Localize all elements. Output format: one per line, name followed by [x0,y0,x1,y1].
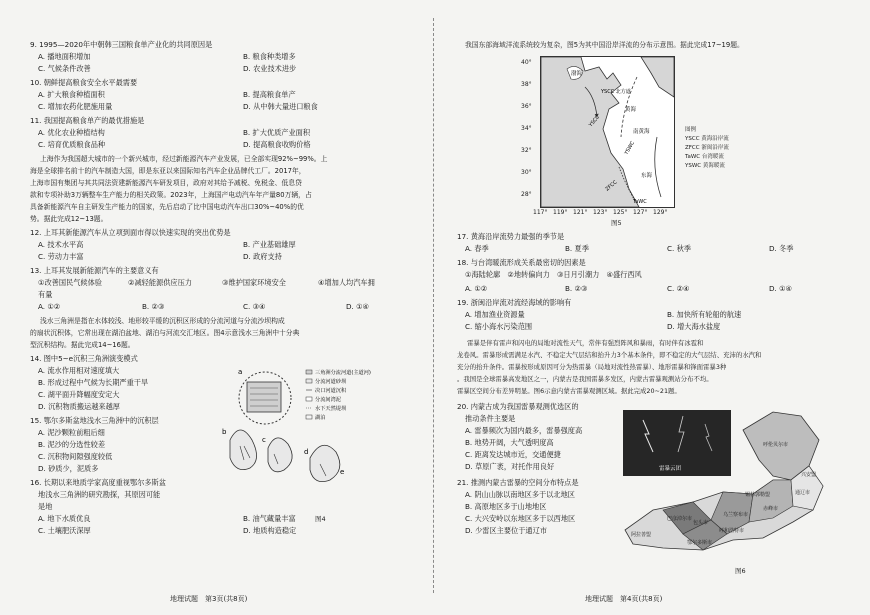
lat-label: 34° [521,125,532,132]
q20-option-a[interactable]: A. 雷暴频次为国内最多，雷暴强度高 [465,426,583,435]
figure-5-legend [685,126,729,171]
q11-option-b[interactable]: B. 扩大优质产业面积 [243,128,311,137]
map-place-label: 黄海 [625,107,637,113]
q17-option-d[interactable]: D. 冬季 [769,244,794,253]
lat-label: 40° [521,59,532,66]
q17-option-a[interactable]: A. 春季 [465,244,489,253]
legend-item: YSCC 黄海沿岸流 [685,136,729,142]
q20-option-b[interactable]: B. 地势开阔，大气透明度高 [465,438,554,447]
q14-option-b[interactable]: B. 形成过程中气候为长期严重干旱 [38,378,149,387]
map-region: 兴安盟 [801,472,817,478]
q19-option-a[interactable]: A. 增加渔业资源量 [465,310,525,319]
q16-option-d[interactable]: D. 地质构造稳定 [243,526,297,535]
q13-item-4: ④增加人均汽车拥 [318,278,375,287]
material1-line: 海是全球排名前十的汽车制造大国，即是东亚以来国际知名汽车企业品牌代工厂。2017年， [30,167,306,175]
material2-line: 浅水三角洲是指在水体较浅、地形较平缓的沉积区形成的分流河道与分流沙坝构成 [40,317,285,325]
lon-label: 129° [653,209,668,216]
lon-label: 125° [613,209,628,216]
photo-label: 雷暴云团 [659,466,682,472]
q17-option-c[interactable]: C. 秋季 [667,244,691,253]
lon-label: 127° [633,209,648,216]
figure-5-caption: 图5 [611,219,622,227]
q17-19-intro: 我国东部海域洋流系统较为复杂，图5为其中国沿岸洋流的分布示意图。据此完成17~19题。 [465,41,744,49]
material2-line: 的扇状沉积体，它常出现在湖泊盆地、湖泊与河流交汇地区。图4示意浅水三角洲中十分典 [30,329,300,337]
q20-option-d[interactable]: D. 草原广袤，对托作用良好 [465,462,555,471]
figure-4-legend: 湖泊 [315,415,326,421]
lon-label: 123° [593,209,608,216]
map-region: 呼和浩特市 [719,528,745,534]
q12-stem: 12. 上耳其新能源汽车从立项到面市得以快速实现的突出优势是 [30,228,231,237]
q12-option-d[interactable]: D. 政府支持 [243,252,282,261]
q9-stem: 9. 1995—2020年中朝韩三国粮食单产业化的共同原因是 [30,40,213,49]
q16-stem: 16. 长期以来地质学家高度重视鄂尔多斯盆 [30,478,166,487]
map-current-label: YSCC [587,114,602,129]
q15-option-a[interactable]: A. 泥沙颗粒前粗后细 [38,428,105,437]
page-4 [435,0,870,615]
q16-option-a[interactable]: A. 地下水质优良 [38,514,91,523]
lat-label: 30° [521,169,532,176]
material1-line: 势。据此完成12~13题。 [30,215,108,223]
q9-option-a[interactable]: A. 播地面积增加 [38,52,91,61]
q19-option-c[interactable]: C. 缩小海水污染范围 [465,322,533,331]
lat-label: 32° [521,147,532,154]
lon-label: 121° [573,209,588,216]
page-3-footer: 地理试题 第3页(共8页) [170,595,248,603]
lat-label: 28° [521,191,532,198]
map-region: 赤峰市 [763,506,779,512]
q14-stem: 14. 图中5~e沉积三角洲演变模式 [30,354,138,363]
material3-line: 雷暴是伴有雷声和闪电的局地对流性天气，常伴有强烈阵风和暴雨，有时伴有冰雹和 [467,339,704,347]
material3-line: 雷暴区空间分布差异明显。图6示意内蒙古雷暴观测区域。据此完成20~21题。 [457,387,681,395]
figure-4-diagram [210,360,420,510]
figure-4-legend: 决口河道沉积 [315,388,347,394]
material3-line: 龙卷风。雷暴形成需满足水汽、不稳定大气层结和抬升力3个基本条件，即不稳定的大气层结、充沛的水汽和 [457,351,762,359]
figure-4-legend: 三角洲分流河道(主道河) [315,370,371,376]
lat-label: 36° [521,103,532,110]
legend-item: TaWC 台湾暖流 [685,154,724,160]
q14-option-c[interactable]: C. 湖平面升降幅度安定大 [38,390,120,399]
map-region: 通辽市 [795,490,811,496]
map-place-label: 东海 [641,173,653,179]
q19-stem: 19. 浙闽沿岸流对流经海域的影响有 [457,298,572,307]
legend-item: YSWC 黄海暖流 [685,163,725,169]
q21-option-b[interactable]: B. 高原地区多于山地地区 [465,502,547,511]
figure-4-legend: 水下天然堤坝 [315,406,347,412]
q21-option-d[interactable]: D. 少雷区主要位于通辽市 [465,526,547,535]
q17-option-b[interactable]: B. 夏季 [565,244,589,253]
q13-item-2: ②减轻能源供应压力 [128,278,192,287]
figure-4-label: d [304,448,309,456]
figure-6 [623,410,861,560]
q12-option-c[interactable]: C. 劳动力丰富 [38,252,84,261]
q9-option-c[interactable]: C. 气候条件改善 [38,64,91,73]
lon-label: 119° [553,209,568,216]
q15-option-d[interactable]: D. 砂质少，泥质多 [38,464,99,473]
q16-stem-cont: 地浅水三角洲的研究勘探，其原因可能 [38,490,161,499]
map-region: 包头市 [693,520,709,526]
figure-4-label: b [222,428,227,436]
q19-option-d[interactable]: D. 增大海水盐度 [667,322,721,331]
figure-4-label: e [340,468,345,476]
figure-6-caption: 图6 [735,567,746,575]
q10-option-a[interactable]: A. 扩大粮食种植面积 [38,90,105,99]
q9-option-d[interactable]: D. 农业技术进步 [243,64,297,73]
legend-title: 图例 [685,127,697,133]
q18-option-a[interactable]: A. ①② [465,284,488,293]
q18-items: ①海陆轮廓 ②地转偏向力 ③日月引潮力 ④盛行西风 [465,270,642,279]
material1-line: 款和专项补助3万辆整车生产能力的相关政策。2023年，上海国产电动汽车年产量80万辆，占 [30,191,312,199]
material1-line: 上海作为我国超大城市的一个新兴城市，经过新能源汽车产业发展，已全部实现92%~99%。上 [40,155,328,163]
map-region: 阿拉善盟 [631,532,652,538]
q11-option-d[interactable]: D. 提高粮食收购价格 [243,140,311,149]
map-region: 乌兰察布市 [723,512,749,518]
q15-stem: 15. 鄂尔多斯盆地浅水三角洲中的沉积层 [30,416,159,425]
q18-option-d[interactable]: D. ①④ [769,284,792,293]
q21-option-c[interactable]: C. 大兴安岭以东地区多于以西地区 [465,514,576,523]
q13-option-b[interactable]: B. ②③ [142,302,165,311]
q12-option-b[interactable]: B. 产业基础雄厚 [243,240,296,249]
q20-option-c[interactable]: C. 距离发达城市近，交通便捷 [465,450,561,459]
q13-stem: 13. 上耳其发展新能源汽车的主要意义有 [30,266,159,275]
q20-stem-cont: 推动条件主要是 [465,414,516,423]
q15-option-b[interactable]: B. 泥沙的分选性较差 [38,440,106,449]
map-current-label: TaWC [633,199,647,205]
q11-option-c[interactable]: C. 培育优质粮食品种 [38,140,106,149]
figure-4-legend: 分流间湾泥 [315,397,341,403]
map-place-label: 渤海 [571,71,583,77]
figure-5-map [540,56,675,208]
map-place-label: YSCC 北方道 [601,89,631,95]
q15-option-c[interactable]: C. 沉积物间隙强度较低 [38,452,113,461]
q10-option-d[interactable]: D. 从中韩大量进口粮食 [243,102,318,111]
q16-option-b[interactable]: B. 油气藏量丰富 [243,514,296,523]
map-region: 鄂尔多斯市 [687,540,713,546]
material3-line: 充分的抬升条件。雷暴按形成原因可分为热雷暴（局地对流性热雷暴）、地形雷暴和锋面雷暴3种 [457,363,727,371]
material1-line: 具备新能源汽车自主研发生产能力的国家，先后启动了比中国电动汽车出口30%~40%的优 [30,203,304,211]
q13-item-3: ③维护国家环境安全 [222,278,286,287]
map-current-label: ZFCC [604,179,619,193]
q13-option-c[interactable]: C. ③④ [243,302,266,311]
q10-option-c[interactable]: C. 增加农药化肥施用量 [38,102,113,111]
q14-option-d[interactable]: D. 沉积物质搬运越来越厚 [38,402,120,411]
q14-option-a[interactable]: A. 流水作用相对速度填大 [38,366,120,375]
map-region: 锡林郭勒盟 [745,492,771,498]
column-divider [433,18,434,593]
q19-option-b[interactable]: B. 加快所有轮船的航速 [667,310,742,319]
q13-item-1: ①改善国民气候体验 [38,278,102,287]
q10-option-b[interactable]: B. 提高粮食单产 [243,90,296,99]
q18-stem: 18. 与台湾暖流形成关系最密切的因素是 [457,258,586,267]
q11-stem: 11. 我国提高粮食单产的最优措施是 [30,116,145,125]
figure-4-label: c [262,436,266,444]
q13-option-a[interactable]: A. ①② [38,302,61,311]
q13-item-4-cont: 有量 [38,290,53,299]
q11-option-a[interactable]: A. 优化农业种植结构 [38,128,105,137]
q17-stem: 17. 黄海沿岸流势力最强的季节是 [457,232,565,241]
q9-option-b[interactable]: B. 粮食种类增多 [243,52,296,61]
map-place-label: 南黄海 [633,129,650,135]
figure-4-label: a [238,368,243,376]
map-region: 呼伦贝尔市 [763,442,789,448]
q18-option-b[interactable]: B. ②③ [565,284,588,293]
legend-item: ZFCC 浙闽沿岸流 [685,145,729,151]
map-region: 巴彦淖尔市 [667,516,693,522]
material3-line: 。我国是全球雷暴高发地区之一，内蒙古是我国雷暴多发区，内蒙古雷暴观测站分布不均。 [457,375,713,383]
figure-4-legend: 分流河道砂坝 [315,379,347,385]
map-current-label: YSWC [623,140,637,156]
material1-line: 上海市国有集团与其共同法资建新能源汽车研发项目，政府对其给予减税、免税金、低息贷 [30,179,302,187]
q13-option-d[interactable]: D. ①④ [346,302,369,311]
q12-option-a[interactable]: A. 技术水平高 [38,240,84,249]
q21-stem: 21. 推测内蒙古雷暴的空间分布特点是 [457,478,579,487]
q16-option-c[interactable]: C. 土壤肥沃深厚 [38,526,91,535]
lat-label: 38° [521,81,532,88]
figure-4 [210,360,420,510]
q21-option-a[interactable]: A. 阴山山脉以南地区多于以北地区 [465,490,575,499]
q18-option-c[interactable]: C. ②④ [667,284,690,293]
q20-stem: 20. 内蒙古成为我国雷暴观测优选区的 [457,402,579,411]
page-4-footer: 地理试题 第4页(共8页) [585,595,663,603]
q16-stem-cont: 是地 [38,502,53,511]
q10-stem: 10. 朝鲜提高粮食安全水平最需要 [30,78,138,87]
figure-4-caption: 图4 [315,515,326,523]
material2-line: 型沉积结构。据此完成14~16题。 [30,341,135,349]
lon-label: 117° [533,209,548,216]
